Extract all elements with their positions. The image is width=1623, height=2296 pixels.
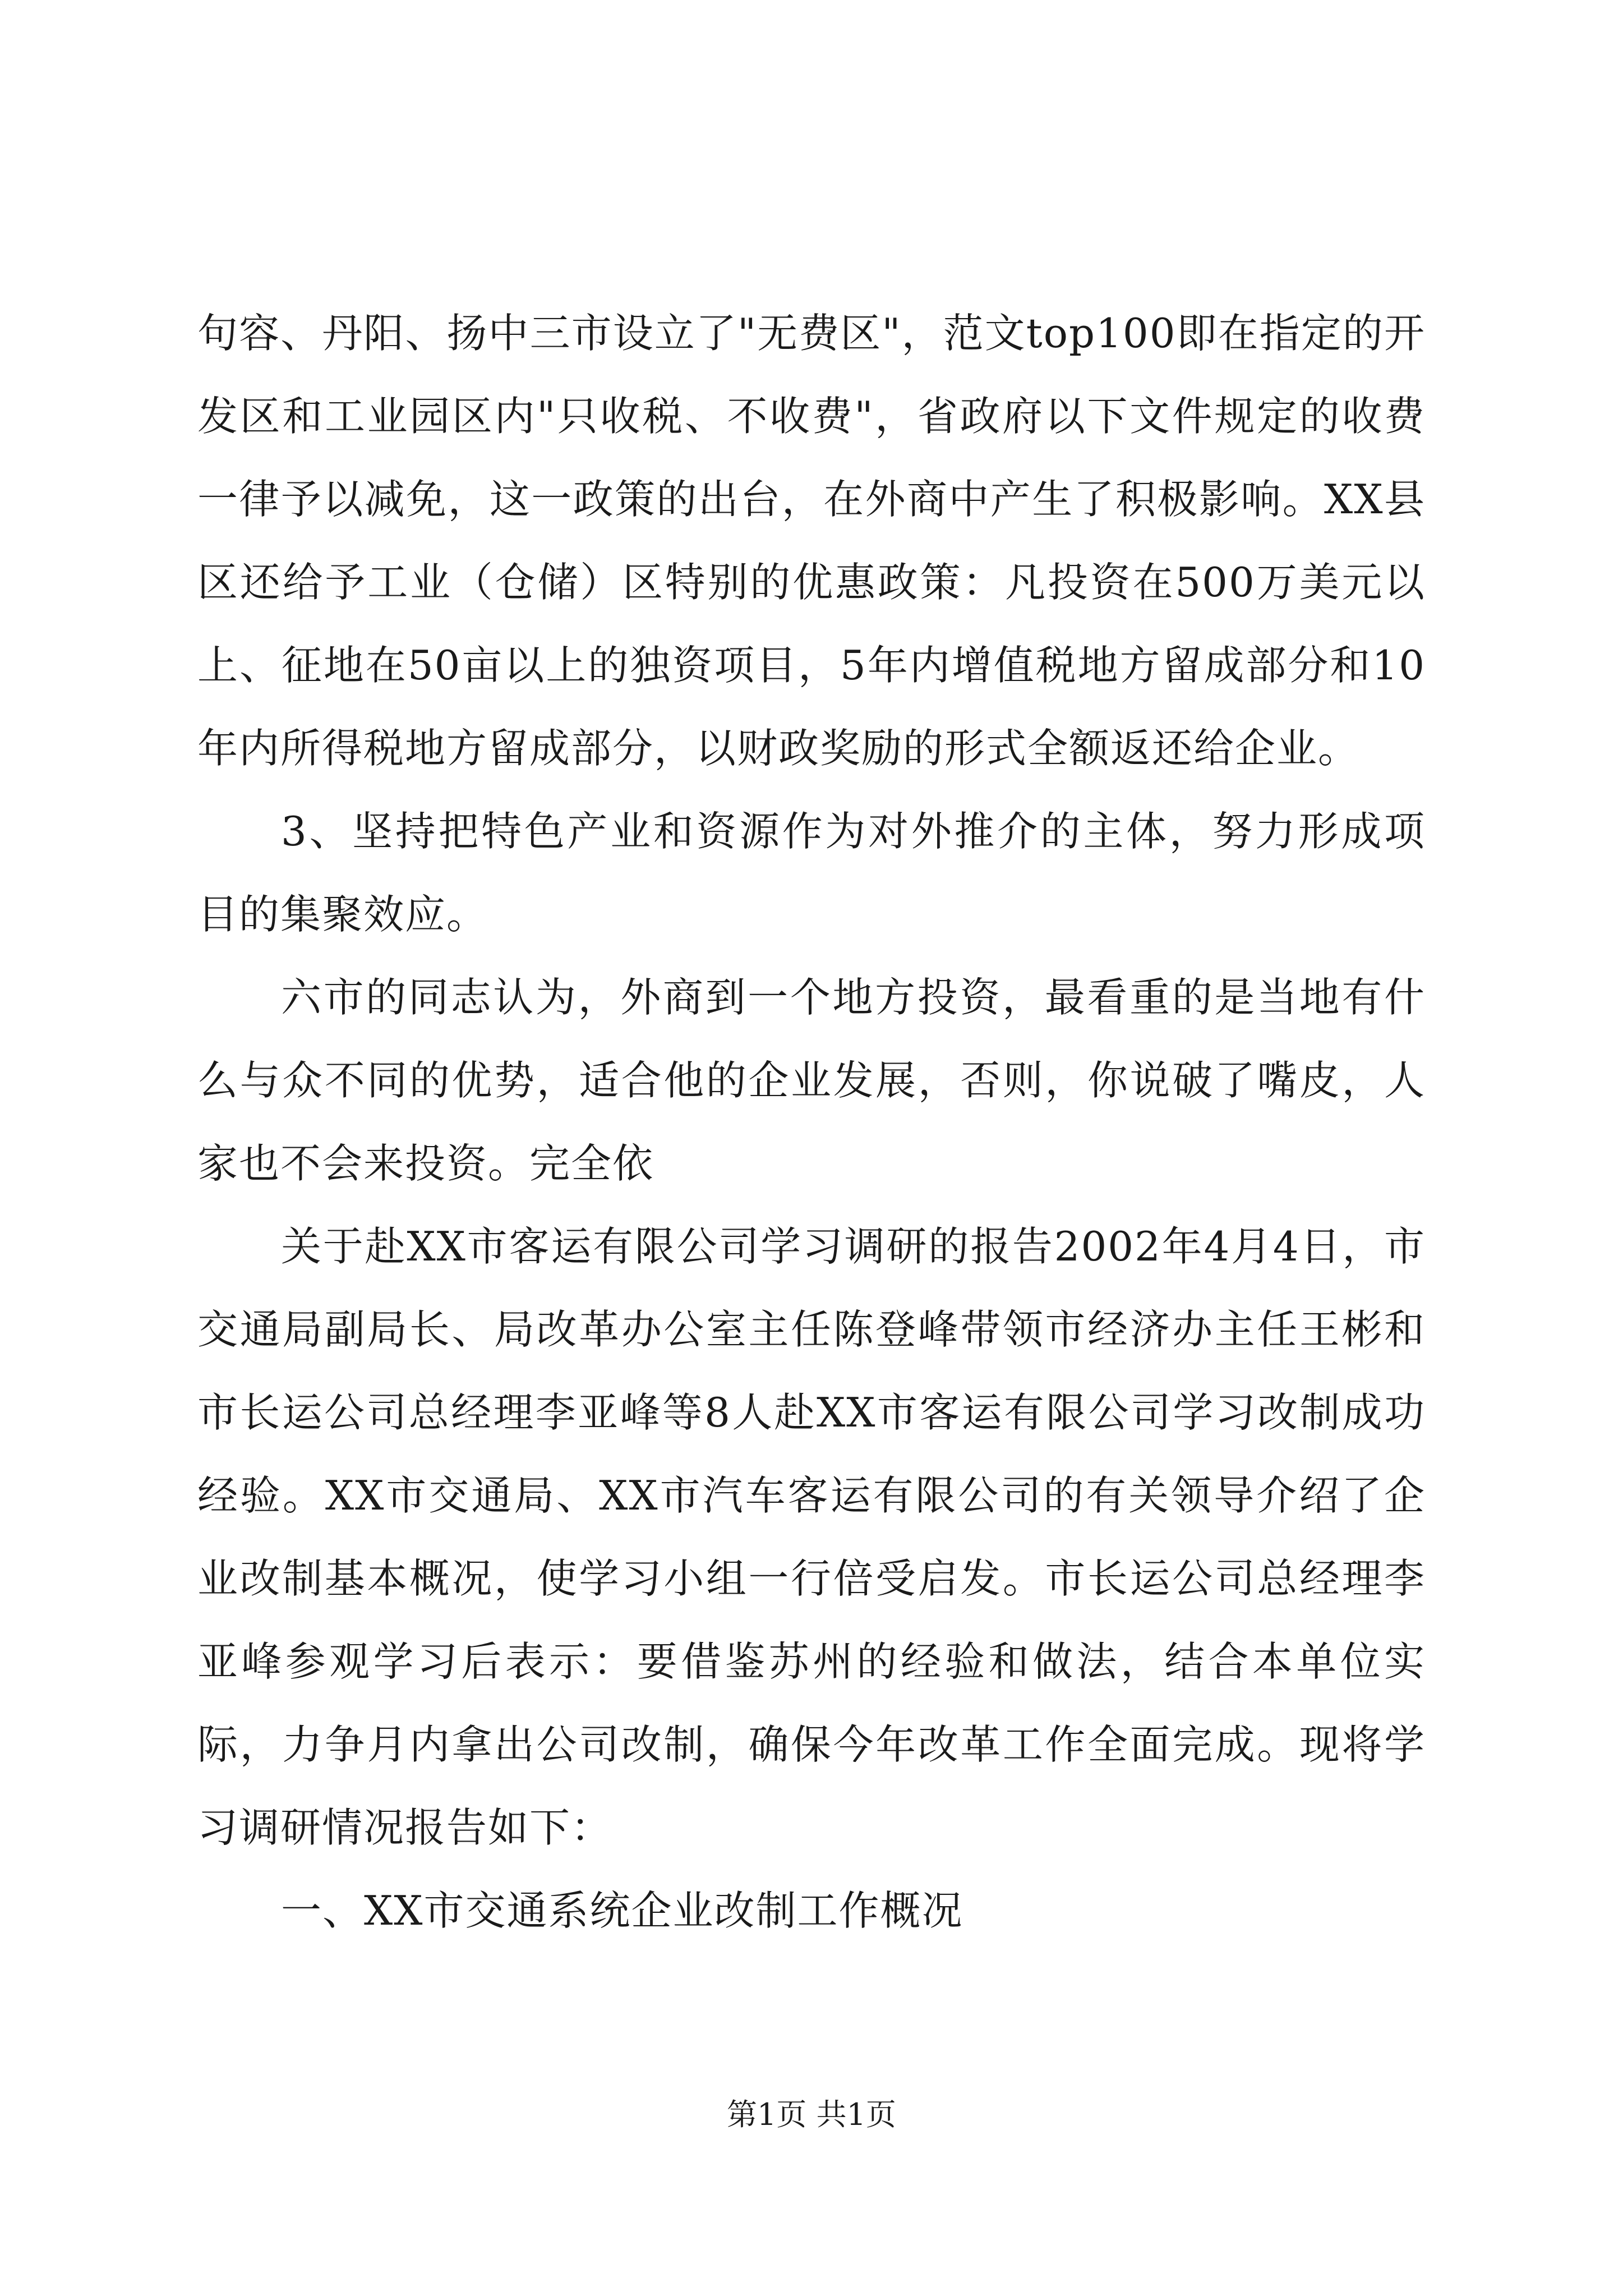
section-heading: 一、XX市交通系统企业改制工作概况: [281, 1887, 963, 1934]
paragraph-2: 3、坚持把特色产业和资源作为对外推介的主体，努力形成项目的集聚效应。: [197, 808, 1426, 938]
paragraph-3: 六市的同志认为，外商到一个地方投资，最看重的是当地有什么与众不同的优势，适合他的企业发展，否则，你说破了嘴皮，人家也不会来投资。完全依: [197, 974, 1426, 1187]
page-number-footer: 第1页 共1页: [727, 2097, 896, 2132]
document-body: [197, 292, 1426, 1952]
paragraph-4: 关于赴XX市客运有限公司学习调研的报告2002年4月4日，市交通局副局长、局改革办公室主任陈登峰带领市经济办主任王彬和市长运公司总经理李亚峰等8人赴XX市客运有限公司学习改制成功经验。XX市交通局、XX市汽车客运有限公司的有关领导介绍了企业改制基本概况，使学习小组一行倍受启发。市长运公司总经理李亚峰参观学习后表示：要借鉴苏州的经验和做法，结合本单位实际，力争月内拿出公司改制，确保今年改革工作全面完成。现将学习调研情况报告如下：: [197, 1223, 1426, 1851]
paragraph-1: 句容、丹阳、扬中三市设立了"无费区"，范文top100即在指定的开发区和工业园区内"只收税、不收费"，省政府以下文件规定的收费一律予以减免，这一政策的出台，在外商中产生了积极影响。XX县区还给予工业（仓储）区特别的优惠政策：凡投资在500万美元以上、征地在50亩以上的独资项目，5年内增值税地方留成部分和10年内所得税地方留成部分，以财政奖励的形式全额返还给企业。: [197, 310, 1426, 772]
